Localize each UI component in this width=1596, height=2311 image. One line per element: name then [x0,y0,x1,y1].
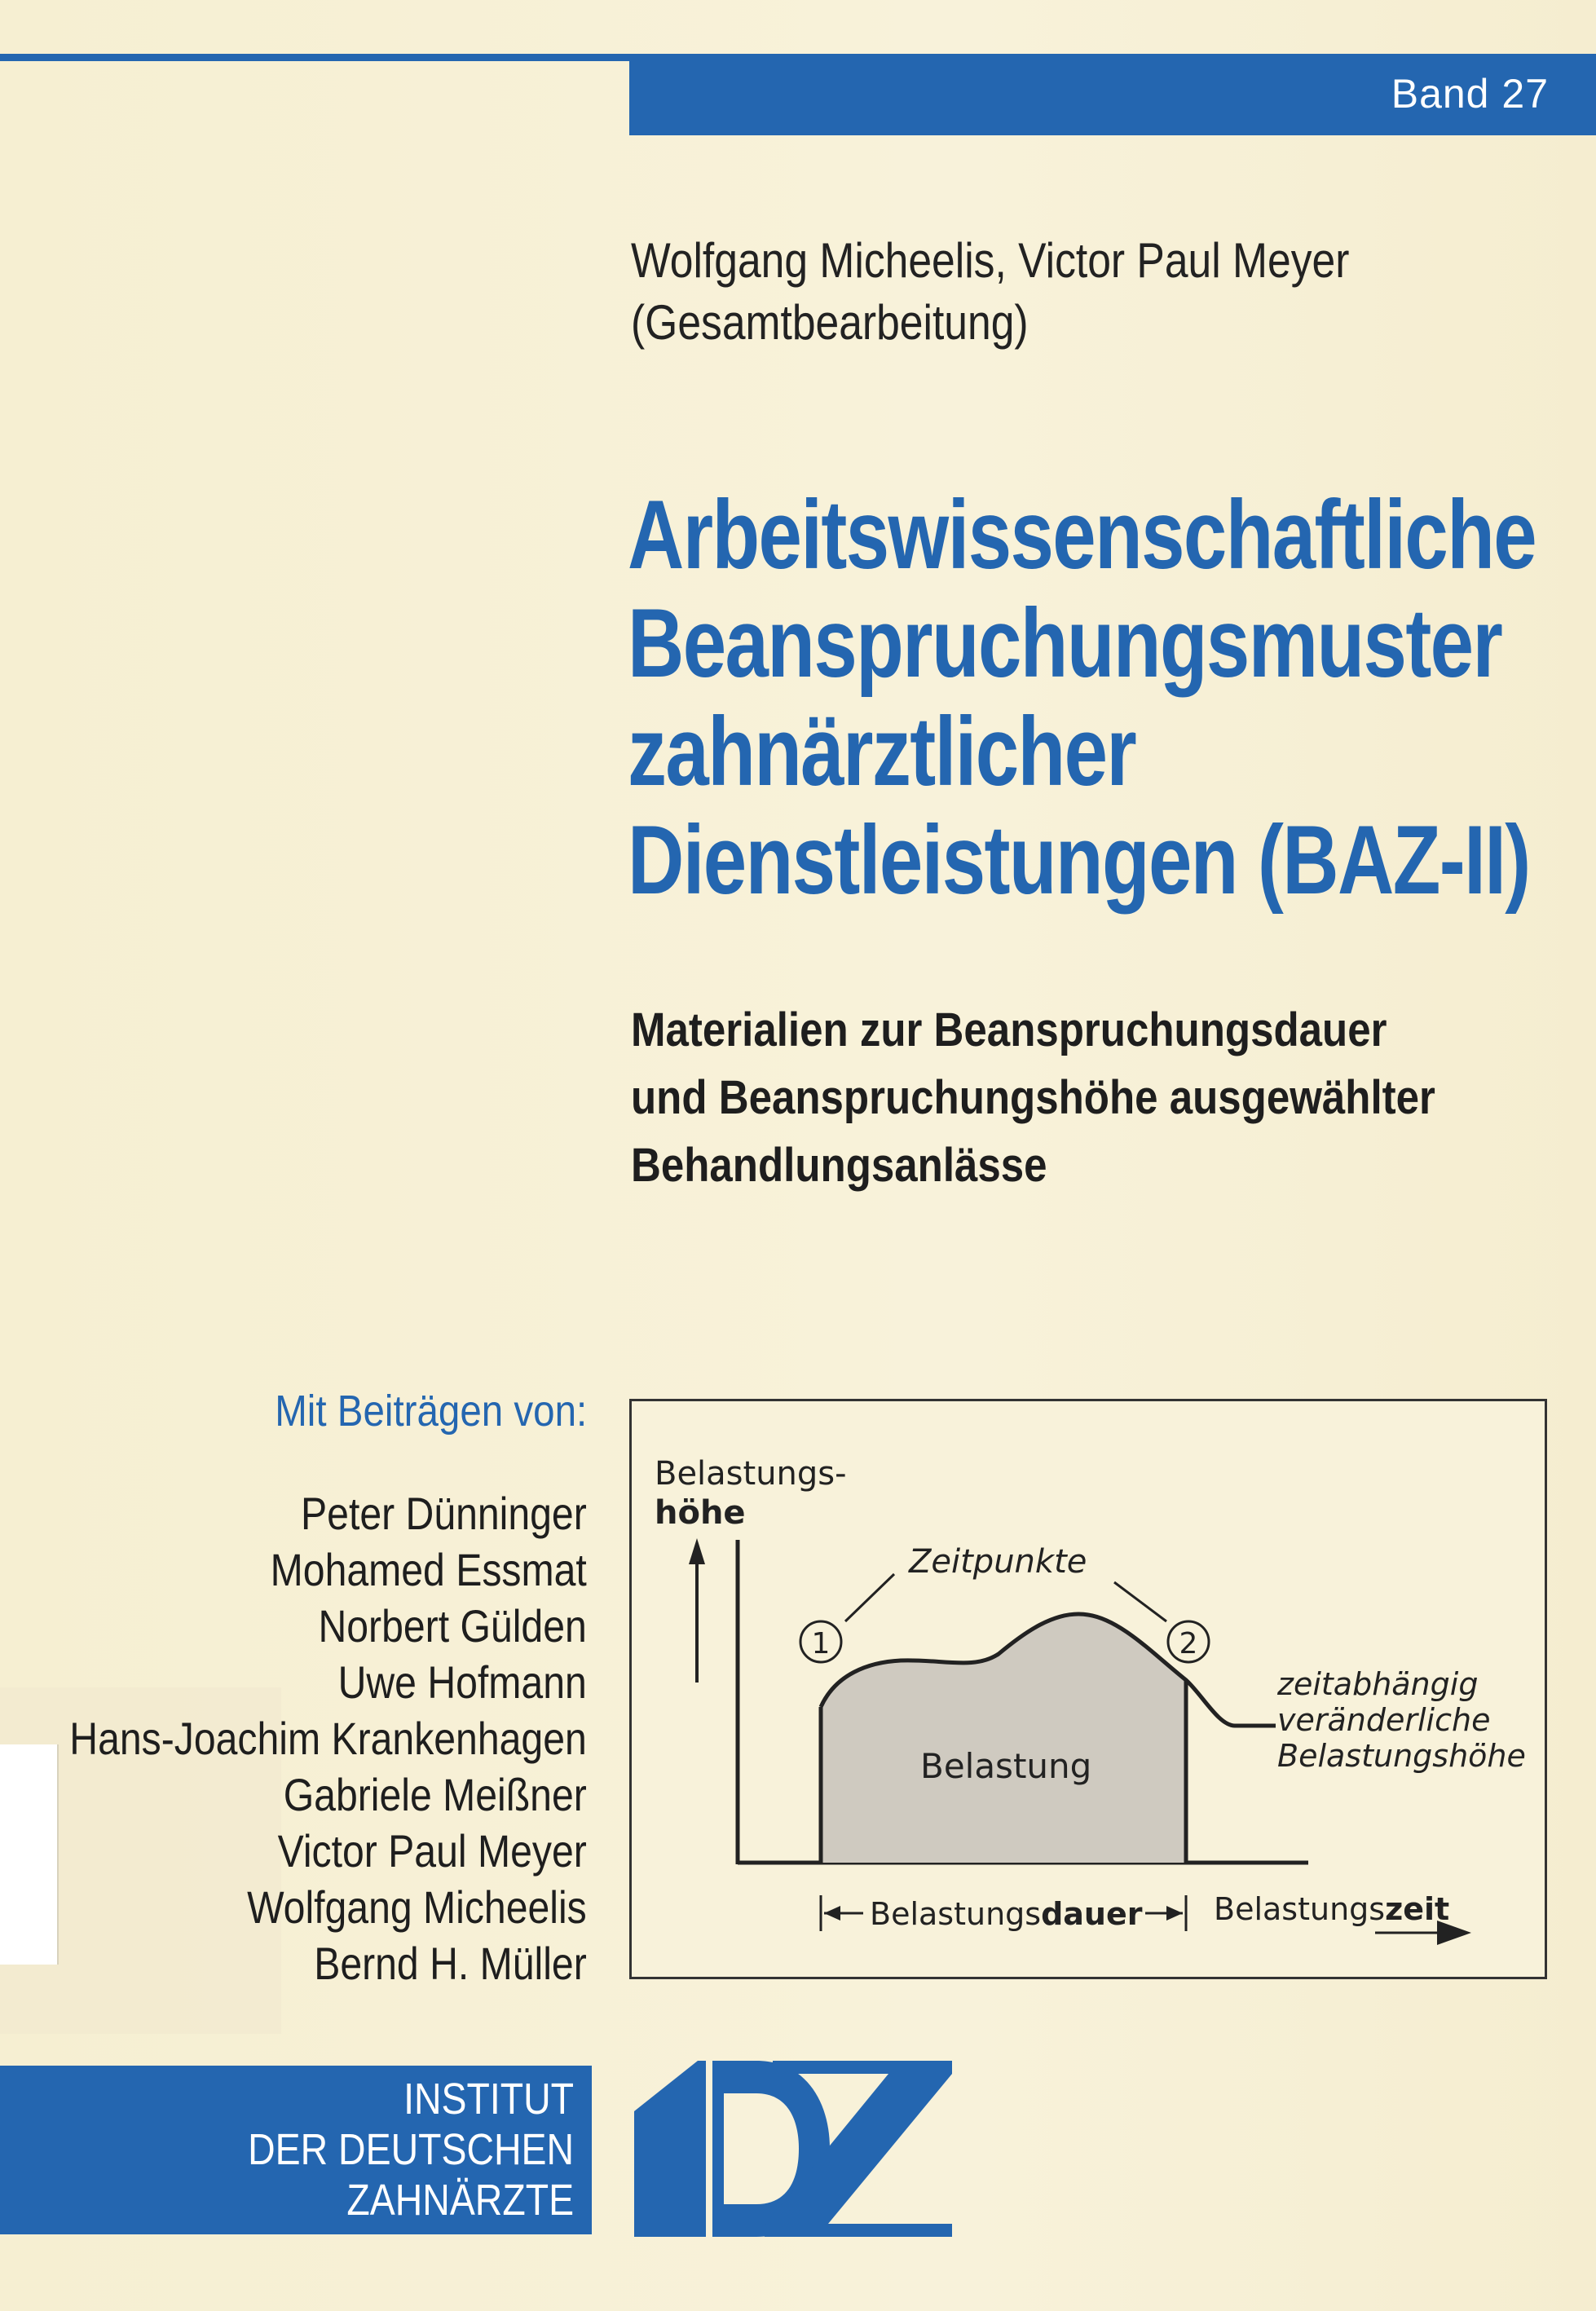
publisher-line-2: DER DEUTSCHEN [248,2125,574,2174]
duration-arrowhead-right [1166,1906,1183,1921]
publisher-line-3: ZAHNÄRZTE [346,2176,574,2225]
title-line-2: Beanspruchungsmuster [628,589,1502,698]
curve-label-1: zeitabhängig [1277,1666,1479,1702]
editors-names: Wolfgang Micheelis, Victor Paul Meyer [631,233,1350,288]
y-axis-label-1: Belastungs- [655,1455,847,1493]
subtitle-line-2: und Beanspruchungshöhe ausgewählter [631,1071,1435,1124]
y-axis-label-2: höhe [655,1494,746,1532]
library-label [0,1744,59,1965]
idz-logo [634,2061,952,2237]
subtitle-line-1: Materialien zur Beanspruchungsdauer [631,1003,1387,1056]
editors-role: (Gesamtbearbeitung) [631,295,1029,350]
title-line-3: zahnärztlicher [628,697,1136,806]
marker-1-label: 1 [811,1627,831,1660]
marker-2-label: 2 [1179,1627,1198,1660]
publisher-name [248,2074,574,2225]
time-label-bold: zeit [1385,1891,1450,1927]
title-line-1: Arbeitswissenschaftliche [628,480,1536,589]
contributor-name: Hans-Joachim Krankenhagen [69,1713,587,1764]
book-title [628,481,1536,915]
subtitle-line-3: Behandlungsanlässe [631,1139,1047,1192]
y-arrow-head [689,1538,705,1564]
title-line-4: Dienstleistungen (BAZ-II) [628,805,1530,915]
editors-block [631,230,1349,354]
book-subtitle [631,996,1435,1199]
load-diagram [629,1399,1547,1979]
load-diagram-svg [632,1401,1545,1977]
contributor-name: Wolfgang Micheelis [247,1881,587,1933]
series-label: Band 27 [1391,71,1549,117]
duration-label-prefix: Belastungs [870,1896,1042,1932]
load-area-label: Belastung [920,1746,1092,1786]
contributor-name: Victor Paul Meyer [277,1825,587,1877]
curve-label-3: Belastungshöhe [1277,1738,1526,1774]
zeitpunkte-label: Zeitpunkte [909,1543,1087,1581]
zeitpunkte-pointer-1 [845,1574,894,1621]
zeitpunkte-pointer-2 [1114,1582,1166,1621]
contributors-list [70,1485,587,1991]
contributor-name: Gabriele Meißner [283,1769,587,1820]
contributor-name: Mohamed Essmat [270,1544,587,1595]
time-label [1214,1891,1449,1927]
duration-arrowhead-left [824,1906,840,1921]
duration-label-bold: dauer [1041,1896,1143,1932]
time-label-prefix: Belastungs [1214,1891,1386,1927]
contributor-name: Peter Dünninger [301,1488,587,1539]
curve-label-2: veränderliche [1277,1702,1491,1738]
contributors-heading: Mit Beiträgen von: [275,1387,587,1436]
contributor-name: Uwe Hofmann [337,1656,587,1708]
publisher-banner [0,2066,592,2234]
series-banner [629,54,1596,135]
publisher-line-1: INSTITUT [403,2075,574,2124]
contributor-name: Norbert Gülden [318,1600,587,1652]
idz-logo-svg [634,2061,952,2237]
duration-label [870,1896,1143,1932]
contributor-name: Bernd H. Müller [314,1938,587,1989]
